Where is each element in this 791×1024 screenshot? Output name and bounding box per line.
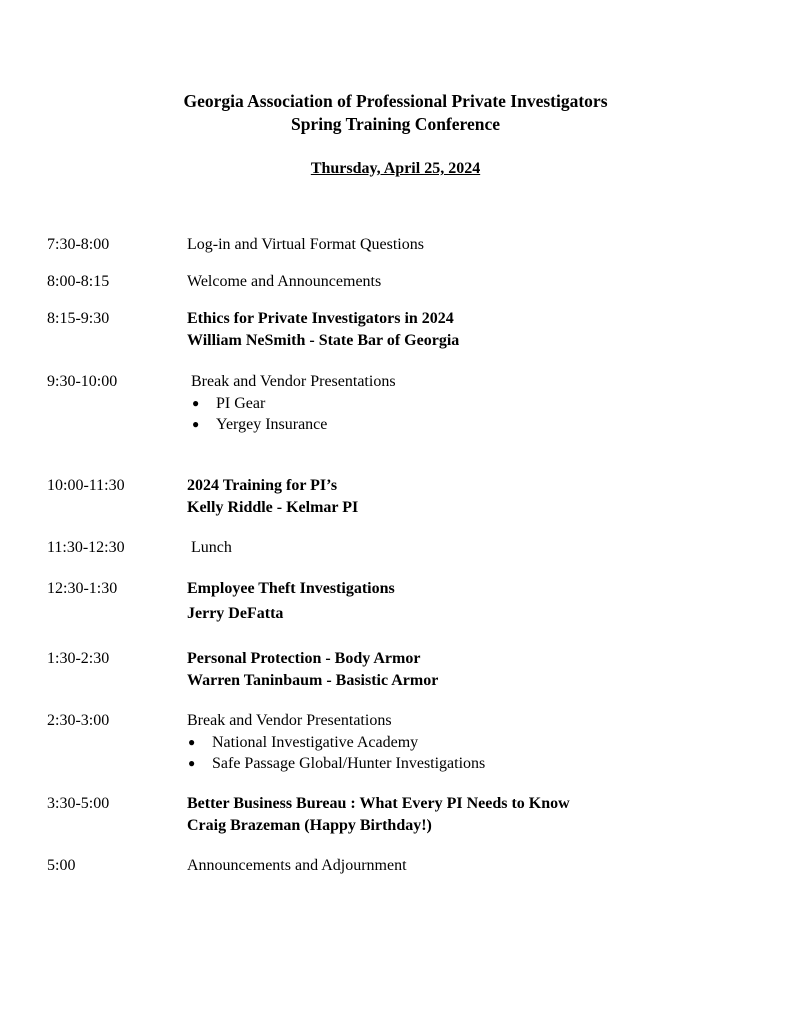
session-time: 8:00-8:15 <box>47 273 110 290</box>
session-content <box>187 793 570 837</box>
organization-title: Georgia Association of Professional Private Investigators <box>183 91 608 111</box>
session-title: Employee Theft Investigations <box>187 580 395 597</box>
session-title: Break and Vendor Presentations <box>187 712 392 729</box>
bullet-icon: ● <box>188 756 196 770</box>
vendor-list <box>191 393 396 435</box>
list-item <box>187 753 485 774</box>
vendor-list <box>187 732 485 774</box>
vendor-name: Safe Passage Global/Hunter Investigations <box>212 755 486 772</box>
session-time: 3:30-5:00 <box>47 795 110 812</box>
session-time: 8:15-9:30 <box>47 310 110 327</box>
session-content <box>187 271 381 293</box>
session-time: 2:30-3:00 <box>47 712 110 729</box>
session-title: Break and Vendor Presentations <box>191 373 396 390</box>
session-title: Lunch <box>191 539 232 556</box>
session-title: Ethics for Private Investigators in 2024 <box>187 310 454 327</box>
session-title: Log-in and Virtual Format Questions <box>187 236 424 253</box>
session-content <box>187 648 438 692</box>
session-content <box>187 710 485 774</box>
conference-title: Spring Training Conference <box>290 114 501 134</box>
list-item <box>187 732 485 753</box>
bullet-icon: ● <box>192 417 200 431</box>
vendor-name: PI Gear <box>216 395 266 412</box>
session-content <box>187 855 407 877</box>
session-title: Better Business Bureau : What Every PI Needs to Know <box>187 795 570 812</box>
session-content <box>187 234 424 256</box>
session-title: 2024 Training for PI’s <box>187 477 338 494</box>
session-speaker: Kelly Riddle - Kelmar PI <box>187 499 359 516</box>
session-time: 5:00 <box>47 857 76 874</box>
list-item <box>191 414 396 435</box>
vendor-name: National Investigative Academy <box>212 734 419 751</box>
session-title: Announcements and Adjournment <box>187 857 407 874</box>
list-item <box>191 393 396 414</box>
session-content <box>187 475 358 519</box>
session-time: 7:30-8:00 <box>47 236 110 253</box>
session-time: 10:00-11:30 <box>47 477 125 494</box>
document-header <box>0 90 791 178</box>
conference-date: Thursday, April 25, 2024 <box>310 160 481 177</box>
bullet-icon: ● <box>192 396 200 410</box>
session-speaker: Craig Brazeman (Happy Birthday!) <box>187 817 432 834</box>
session-content <box>191 371 396 435</box>
session-title: Personal Protection - Body Armor <box>187 650 421 667</box>
session-time: 11:30-12:30 <box>47 539 125 556</box>
session-content <box>187 308 459 352</box>
session-content <box>187 578 395 625</box>
session-time: 1:30-2:30 <box>47 650 110 667</box>
session-speaker: Warren Taninbaum - Basistic Armor <box>187 672 439 689</box>
session-speaker: Jerry DeFatta <box>187 605 284 622</box>
session-title: Welcome and Announcements <box>187 273 382 290</box>
session-speaker: William NeSmith - State Bar of Georgia <box>187 332 460 349</box>
session-content <box>191 537 232 559</box>
session-time: 9:30-10:00 <box>47 373 118 390</box>
session-time: 12:30-1:30 <box>47 580 118 597</box>
vendor-name: Yergey Insurance <box>216 416 328 433</box>
bullet-icon: ● <box>188 735 196 749</box>
